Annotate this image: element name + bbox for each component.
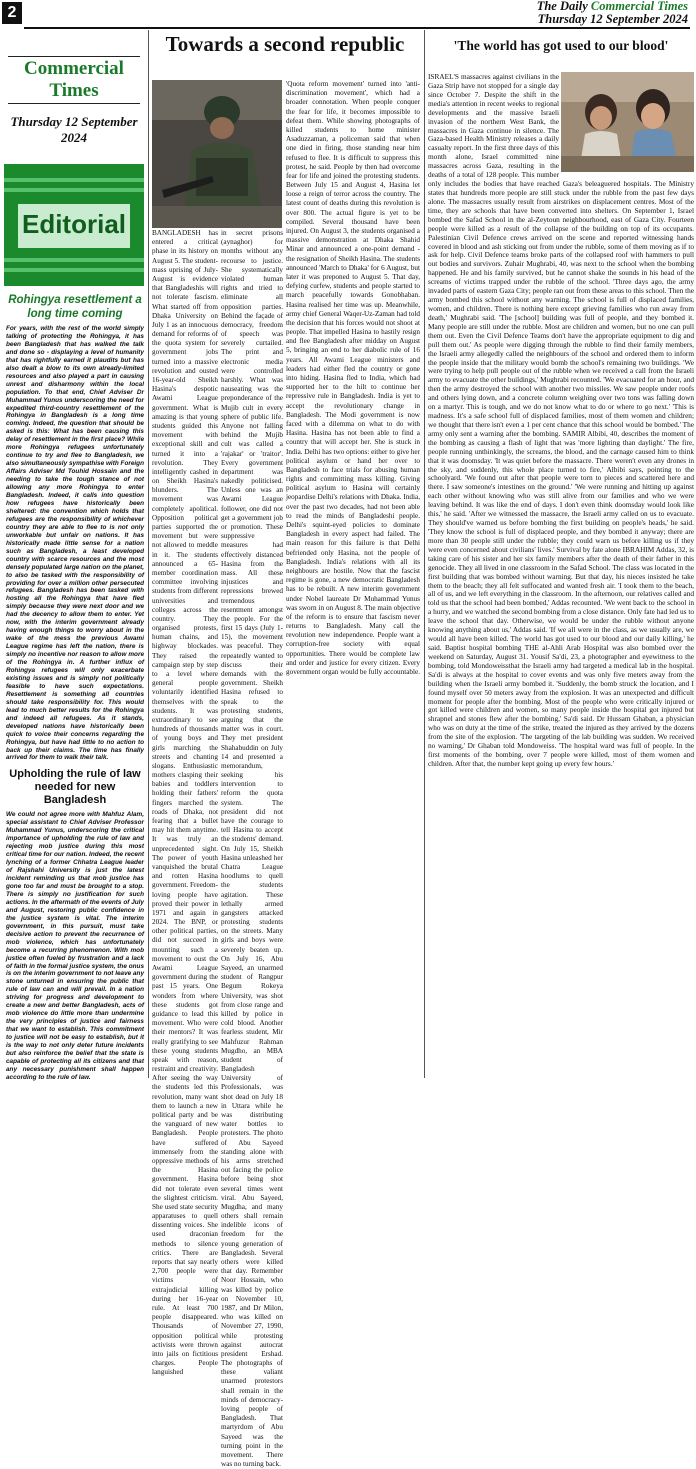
article-paragraph: 'Quota reform movement' turned into 'anti-discrimination movement', which had a broader connotation. When people conquer the fear for life, it becomes impossible to defeat them. While showing photographs of killed students to home minister Asaduzzaman, a policeman said that when one died in firing, those standing near him refused to flee. It is difficult to suppress this protest, he said. People by then had overcome fear for life and joined the protesting students. Between July 15 and August 4, Hasina let loose a reign of terror across the country. The latest count of deaths during this revolution is over 800. The actual figure is yet to be compiled. Several thousand have been injured. On August 3, the students organised a massive demonstration at Dhaka Shahid Minar and announced a one-point demand - the resignation of Sheikh Hasina. The students announced 'March to Dhaka' for 6 August, but later it was preponed to August 5. That day, defying curfew, students and people started to march peacefully towards Gonobhaban. Hasina realised her time was up. Meanwhile, army chief General Waqer-Uz-Zaman had told the decision that his forces would not shoot at people. That impelled Hasina to hastily resign and flee Bangladesh after midday on August 5, bringing an end to her diabolic rule of 16 years. All Awami League ministers and leaders had either fled the country or gone into hiding. Hasina fled to India, which had supported her to the hilt to continue her repressive rule in Bangladesh. India is yet to accept the revolutionary change in Bangladesh. The Modi government is now faced with a dilemma on what to do with Hasina. Hasina has not been able to find a country that will accept her. She is stuck in India. Delhi has two options: either to give her political asylum or hand her over to Bangladesh to face trials for abusing human rights and committing mass killing. Giving political asylum to Hasina will certainly jeopardise Delhi's relations with Dhaka. India, over the past two decades, had not been able to read the minds of Bangladeshi people. Delhi's squint-eyed policies to dominate Bangladesh in every aspect had failed. The main reason for this failure is that Delhi befriended only Hasina, not the people of Bangladesh. India's relations with all its neighbours are hostile. Now that the fascist regime is gone, a new democratic Bangladesh has to be rebuilt. A new interim government under Nobel laureate Dr Muhammad Yunus was sworn in on August 8. The main objective of the reform is to ensure that fascism never returns to Bangladesh. Many call the revolution new independence. People want a corruption-free society with equal opportunities. There would be complete law and order and justice for every citizen. Every government organ would be fully accountable.	[286, 80, 420, 676]
masthead-date: Thursday 12 September 2024	[537, 12, 688, 26]
editorial-subtitle: Upholding the rule of law needed for new Bangladesh	[9, 768, 141, 807]
editorial-banner	[4, 164, 144, 286]
editorial-label: Editorial	[21, 209, 126, 239]
masthead-prefix: The Daily	[536, 0, 588, 13]
column-divider	[424, 30, 425, 1078]
middle-headline: Towards a second republic	[165, 32, 405, 56]
masthead-brand: Commercial Times	[590, 0, 688, 13]
masthead	[537, 0, 688, 26]
editorial-column	[2, 48, 146, 1081]
column-divider	[148, 30, 149, 1078]
soldier-photo	[152, 80, 282, 228]
top-rule	[24, 27, 690, 29]
page-number: 2	[2, 2, 22, 24]
editorial-sub-body: We could not agree more with Mahfuz Alam, special assistant to Chief Adviser Professor Muhammad Yunus, underscoring the critical importance of upholding the rule of law and rejecting mob justice during this most critical time for our nation. Indeed, the recent lynching of a former Chhatra League leader of Rajshahi University is just the latest incident reminding us that mob justice has gone too far and must be brought to a stop. There is simply no justification for such actions. In the aftermath of the events of July and August, restoring public confidence in the justice system is vital. The interim government, in this pursuit, must take decisive action to prevent the recurrence of mob violence, which has unfortunately become a recurring phenomenon. With mob justice often fueled by frustration and a lack of faith in the formal justice system, the onus is on the interim government to not leave any stone unturned in ensuring the public that rule of law can and will prevail. In a nation striving for progress and development to create a new and better Bangladesh, acts of mob violence do little more than undermine the very principles of justice and fairness that we want to establish. This commitment to justice will not be easy to establish, but it is the way to not only deter future incidents but also reinforce the belief that the state is capable of protecting all its citizens and that any necessary punishment shall happen according to the rule of law.	[6, 811, 144, 1081]
editorial-body: For years, with the rest of the world simply talking of protecting the Rohingya, it has been Bangladesh that has walked the talk and done so - displaying a level of humanity that has rightfully earned it plaudits but has also dealt a blow to its own already-limited resources and also played a part in causing unrest and disharmony within the local population. To that end, Chief Adviser Dr Muhammad Yunus underscoring the need for expedited third-country resettlement of the Rohingya in Bangladesh is a long time coming. Indeed, the question that should be asked is this: What has been causing this delay of resettlement in the first place? While more Rohingya refugees unfortunately continue to try and flee to Bangladesh, we also simultaneously sympathise with Foreign Affairs Adviser Md Touhid Hossain and the needing to take the tough stance of not allowing any more Rohingya to enter Bangladesh. Indeed, it calls into question how refugees have historically been sheltered: the convention which holds that refugees are the responsibility of whichever country they are able to flee to is not only unworkable but unfair on nations. It has historically made little sense for a nation such as Bangladesh, a least developed country with scarce resources and the most densely populated large nation on the planet, to also be tasked with the responsibility of providing for over a million other persecuted refugees. Bangladesh has been tasked with hosting all the Rohingya that have fled simply because they were next door and we had the decency to allow them to enter. Yet now, with the interim government already having enough things to worry about in the wake of the mess the previous Awami League regime has left the nation, there is simply no incentive nor reason to allow more of the Rohingya in. A further influx of Rohingya refugees will only exacerbate existing issues and is simply not politically feasible to have such expectations. Resettlement is something all countries should take responsibility for. This would lead to much better results for the Rohingya and indeed all refugees. As it stands, developed nations have historically been quick to voice their concerns regarding the Rohingya, but have had little to no action to back up their claims. The time has finally arrived for them to walk their talk.	[6, 325, 144, 762]
paper-logo: Commercial Times	[8, 56, 140, 104]
editorial-title: Rohingya resettlement a long time coming	[8, 294, 142, 320]
middle-text-column	[221, 229, 283, 1469]
middle-text-column	[152, 229, 218, 1377]
article-paragraph: in secret prisons (aynaghor) for months without any recourse to justice. She systematically violated human rights and tried to eliminate all opposition parties. Behind the façade of democracy, freedom of speech was severely curtailed. The print and electronic media were controlled harshly. What was nauseating was the preponderance of the Mujib cult in every sphere of public life. Anyone not falling behind the Mujib cult was called a 'rajakar' or 'traitor'. Every government department was nakedly politicised. Unless one was an Awami League follower, one did not get a government job or promotion. These suppressive measures had effectively distanced Hasina from the mass. All these injustices and repressions brewed tremendous resentment amongst the people. For the first 15 days (July 1-15), the movement was peaceful. They repeatedly wanted to discuss their demands with the government. Sheikh Hasina refused to speak to the protesting students, arguing that the matter was in court. They met president Shahabuddin on July 14 and presented a memorandum, seeking his intervention to reform the quota system. The president did not have the courage to tell Hasina to accept the students' demand. On July 15, Sheikh Hasina unleashed her Chatra League hoodlums to quell the students agitation. These lethally armed gangsters attacked protesting students on the streets. Many girls and boys were severely beaten up. On July 16, Abu Sayeed, an unarmed student of Rangpur Begum Rokeya University, was shot from close range and killed by police in cold blood. Another fearless student, Mir Mahfuzur Rahman Mugdho, an MBA student of Bangladesh University of Professionals, was shot dead on July 18 in Uttara while he was distributing water bottles to protesters. The photo of Abu Sayeed standing alone with his arms stretched out facing the police before being shot several times went viral. Abu Sayeed, Mugdha, and many others shall remain indelible icons of freedom for the young generation of Bangladesh. Several others were killed that day. Remember Noor Hossain, who was killed by police on November 10, 1987, and Dr Milon, who was killed on November 27, 1990, while protesting against autocrat president Ershad. The photographs of these valiant unarmed protestors shall remain in the minds of democracy-loving people of Bangladesh. That martyrdom of Abu Sayeed was the turning point in the movement. There was no turning back.	[221, 229, 283, 1469]
right-headline: 'The world has got used to our blood'	[453, 38, 669, 53]
article-paragraph: BANGLADESH has entered a critical phase in its history on August 5. The student-mass uprising of July-August is evidence that Bangladeshis will not tolerate fascism. What started off from Dhaka University on July 1 as an innocuous demand for reforms of the quota system for government jobs turned into a massive revolution and ousted 16-year-old Sheikh Hasina's despotic Awami League government. What is amazing is that young students guided this movement with exceptional skill and turned it into a revolution. They intelligently cashed in on Sheikh Hasina's blunders. The movement was completely apolitical. Opposition political parties supported the movement but were not allowed to meddle in it. The students announced a 65-member coordination committee involving students from different universities and colleges across the country. They organised protests, human chains, and highway blockades. They raised the campaign step by step to a level where general people voluntarily identified themselves with the students. It was extraordinary to see hundreds of thousands of young boys and girls marching the streets and chanting slogans. Enthusiastic mothers clasping their babies and toddlers holding their fathers' fingers marched the roads of Dhaka, not fearing that a bullet may hit them anytime. It was truly an unprecedented sight. The power of youth vanquished the brutal and rotten Hasina government. Freedom-loving people have proved their power in 1971 and again in 2024. The BNP, or other political parties, did not succeed in mounting such a movement to oust the Awami League government during the past 15 years. One wonders from where these students got guidance to lead this movement. Who were their mentors? It was really gratifying to see these young students speak with reason, restraint and creativity. After seeing the way the students led this revolution, many want them to launch a new political party and be the vanguard of new Bangladesh. People have suffered immensely from the oppressive methods of the Hasina government. Hasina did not tolerate even the slightest criticism. She used state security apparatuses to quell dissenting voices. She used draconian methods to silence critics. There are reports that say nearly 2,700 people were victims of extrajudicial killing during her 16-year rule. At least 700 people disappeared. Thousands of opposition political activists were thrown into jails on fictitious charges. People languished	[152, 229, 218, 1377]
middle-text-column	[286, 80, 420, 1078]
right-article	[428, 73, 694, 1078]
article-paragraph: ISRAEL'S massacres against civilians in the Gaza Strip have not stopped for a single day since October 7. Despite the shift in the media's attention in recent weeks to regional developments and the massive Israeli invasion of the northern West Bank, the massacres in Gaza continue in silence. The Gaza-based Health Ministry releases a daily casualty report. In the first three days of this month alone, Israel committed nine massacres across Gaza, resulting in the deaths of a total of 128 people. This number only includes the bodies that have reached Gaza's beleaguered hospitals. The Ministry states that hundreds more people are still stuck under the rubble from the past few days alone. The massacres usually result from airstrikes on displacement centres. Most of the time, they are schools that have been converted into shelters. On September 1, Israel bombed the Safad School in the al-Zeytoun neighbourhood, east of Gaza City. Fourteen people were killed as a result of the collapse of the building on top of its occupants. Palestinian Civil Defence crews arrived on the scene and reported witnessing hands covered in blood and ash sticking out from under the rubble, some of them moving as if to ask for help. Civil Defence teams broke parts of the collapsed roof with hammers to pull out bodies and survivors. Zuhair Mughrabi, 40, was next to the school when the bombing happened. He and his family survived, but he cannot shake the sounds in his head of the screams of victims trapped under the rubble of the school. 'Three days ago, the army invaded parts of eastern Gaza City; people ran out from these areas to this school. Then the army bombed this school without any warning. The school is full of displaced families, women, and children. There is nothing here except grieving families who run away from death,' Mughrabi said. 'The [school] building was full of people, and they bombed it. Many people are still under the rubble. Most are children and women, but no one can pull them out. Even the Civil Defence Teams don't have the appropriate equipment to dig and pull them out.' As people were digging through the rubble to find their family members, the Israeli army allegedly called the neighbours of the school and ordered them to inform the people inside that the military would bomb the school's remaining two buildings. 'We were trying to help pull people out of the rubble when we received a call from the Israeli army to evacuate the other buildings,' Mughrabi recounted. 'We evacuated for an hour, and then the army destroyed the school with another two missiles. We saw people under roofs and others lying down, and a concrete column weighing over two tons was falling down on a martyr. This is tough, and we do not know what to do or where to go next.' 'This is madness. It's a safe school full of displaced families, most of them women and children; we thought that there isn't even a 1 per cent chance that this school would be bombed.' The army only sent a warning after the bombing. SAMIR Albibi, 40, describes the moment of the bombing as causing a flash of light that was 'more lighting than daylight.' The fire, people running unthinkingly, the screams, the blood, and the carnage caused him to think that it was doomsday. 'It was quiet before the massacre. There weren't even any drones in the sky, and suddenly, this whole place turned to fire,' Albibi says, pointing to the schoolyard. 'We found out after that people were torn to pieces and scattered here and there. I saw someone's intestines on the ground.' 'We were running and hitting up against each other without knowing who was still alive from our families and who we were leaving behind. It was like the end of days. I don't even think doomsday would look like this,' he said. 'After we witnessed the massacre, the Israeli army called on us to evacuate. They should've warned us before bombing the first building on people's heads,' he said. 'They know the school is full of displaced people, and they bombed it anyway; there are more than 30 people still under the rubble; they could warn us before killing us if they were even concerned about civilians' lives.' Survival by fate alone IBRAHIM Addas, 32, is taking care of his sister and her six family members after the death of their father in this genocide. They all lived in one classroom in the Safad School. The class was located in the first building that was bombed without warning. But that day, his nieces insisted he take them to the beach; they all felt suffocated and wanted fresh air. 'I took them to the beach, all of us, and we left everything in the classroom. In the afternoon, our relatives called and told us that the school had been bombed,' Addas recounted. 'We went back to the school in a hurry, and we watched the second bombing from a close distance. Only fate had led us to leave the school that day. Otherwise, we would be under the rubble without anyone knowing anything about us,' Addas said. 'If we all were in the class, as we usually are, we would all have been killed. The world has got used to our blood and our daily killing,' he said. Baptist hospital bombing THE al-Ahli Arab Hospital was also bombed over the weekend on Saturday, August 31. Yousif Sa'di, 23, a photographer and eyewitness to the bombing, told Mondoweissthat the Israeli army had targeted a medical lab in the hospital. Sa'di is always at the hospital to cover events and was only five meters away from the building when the Israeli army bombed it. 'Suddenly, the bomb struck the location, and I found myself over 50 meters away from the explosion. It was an unexpected and difficult moment for people after the bombing. Most of the people who were critically injured or got killed were children and women, so many people inside the hospital got injured but shrapnel and stones flew after the bombing,' Sa'di said. Dr Hussam Ghaban, a physician who was on duty at the time of the strike, treated the injured as they arrived by the dozens from the site of the explosion. 'The targeting of the lab building was sudden. We received no warning,' Dr Ghaban told Mondoweiss. 'The hospital ward was full of people. In the first moments of the bombing, over 7 people were killed, most of them women and children. After that, the number kept going up every few hours.'	[428, 72, 694, 768]
paper-date: Thursday 12 September 2024	[10, 114, 138, 145]
